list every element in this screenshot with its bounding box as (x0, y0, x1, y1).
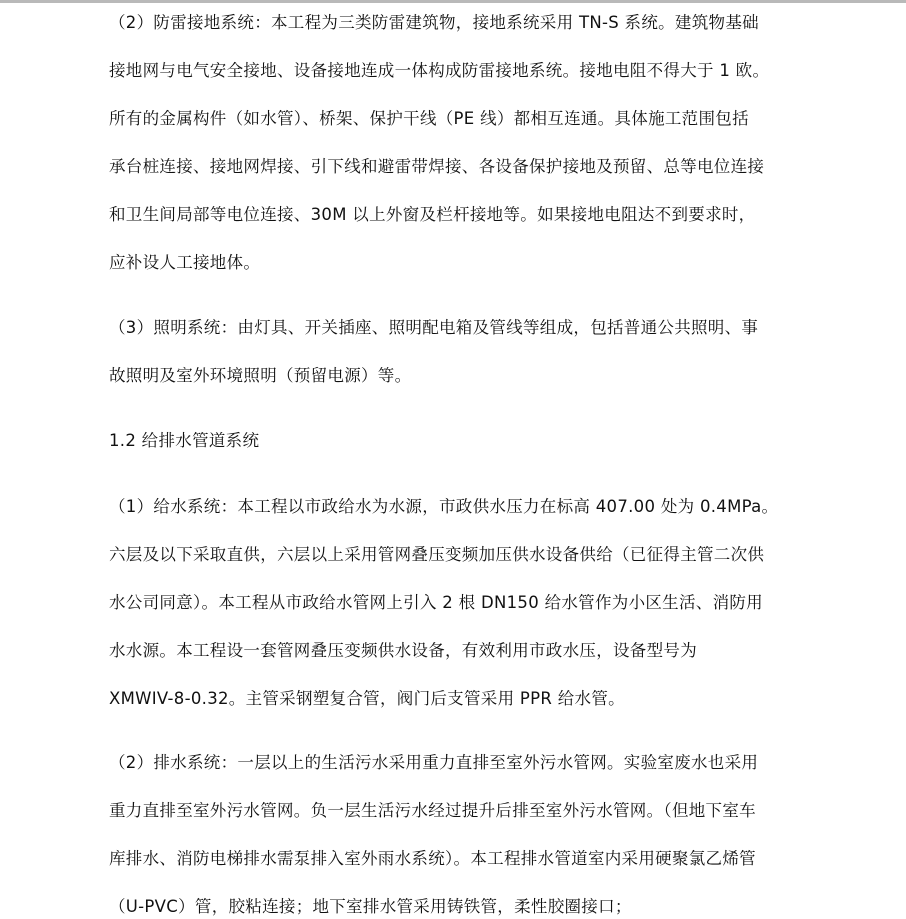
paragraph-water-supply-line-1: （1）给水系统：本工程以市政给水为水源，市政供水压力在标高 407.00 处为 0.4MPa。 (109, 497, 779, 516)
section-heading: 1.2 给排水管道系统 (109, 431, 260, 450)
paragraph-water-supply-line-2: 六层及以下采取直供，六层以上采用管网叠压变频加压供水设备供给（已征得主管二次供 (109, 545, 765, 564)
paragraph-lightning-line-2: 接地网与电气安全接地、设备接地连成一体构成防雷接地系统。接地电阻不得大于 1 欧。 (109, 61, 770, 80)
paragraph-lighting-line-1: （3）照明系统：由灯具、开关插座、照明配电箱及管线等组成，包括普通公共照明、事 (109, 318, 759, 337)
paragraph-lightning-line-5: 和卫生间局部等电位连接、30M 以上外窗及栏杆接地等。如果接地电阻达不到要求时， (109, 205, 756, 224)
paragraph-water-supply-line-4: 水水源。本工程设一套管网叠压变频供水设备，有效利用市政水压，设备型号为 (109, 641, 697, 660)
paragraph-water-supply-line-3: 水公司同意）。本工程从市政给水管网上引入 2 根 DN150 给水管作为小区生活、消防用 (109, 593, 763, 612)
paragraph-drainage-line-3: 库排水、消防电梯排水需泵排入室外雨水系统）。本工程排水管道室内采用硬聚氯乙烯管 (109, 849, 756, 868)
paragraph-drainage-line-2: 重力直排至室外污水管网。负一层生活污水经过提升后排至室外污水管网。（但地下室车 (109, 801, 756, 820)
paragraph-lightning-line-3: 所有的金属构件（如水管）、桥架、保护干线（PE 线）都相互连通。具体施工范围包括 (109, 109, 749, 128)
paragraph-water-supply-line-5: XMWIV-8-0.32。主管采钢塑复合管，阀门后支管采用 PPR 给水管。 (109, 689, 625, 708)
paragraph-lightning-line-6: 应补设人工接地体。 (109, 253, 261, 272)
paragraph-drainage-line-1: （2）排水系统：一层以上的生活污水采用重力直排至室外污水管网。实验室废水也采用 (109, 753, 759, 772)
paragraph-lightning-line-4: 承台桩连接、接地网焊接、引下线和避雷带焊接、各设备保护接地及预留、总等电位连接 (109, 157, 765, 176)
paragraph-lightning-line-1: （2）防雷接地系统：本工程为三类防雷建筑物，接地系统采用 TN-S 系统。建筑物基础 (109, 13, 759, 32)
paragraph-lighting-line-2: 故照明及室外环境照明（预留电源）等。 (109, 366, 412, 385)
paragraph-drainage-line-4: （U-PVC）管，胶粘连接；地下室排水管采用铸铁管，柔性胶圈接口； (109, 897, 632, 916)
